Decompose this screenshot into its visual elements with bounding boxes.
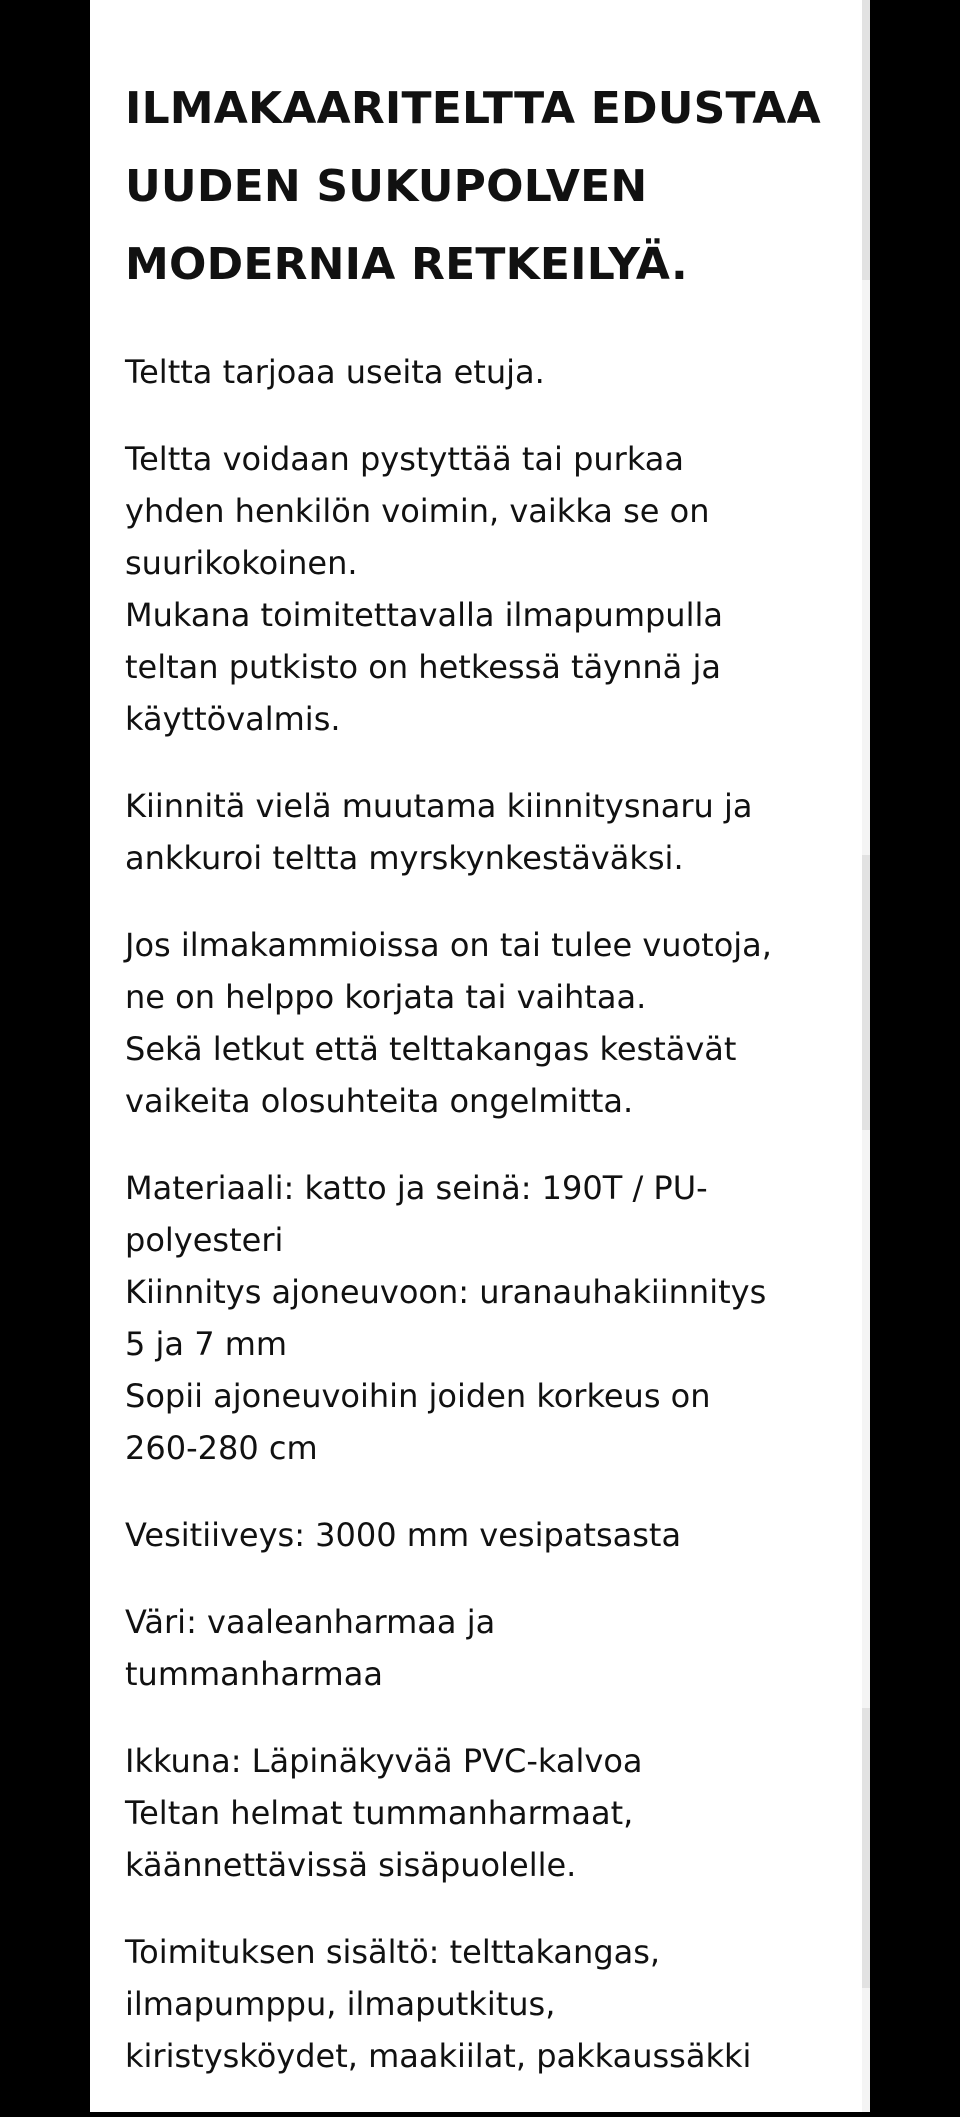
text-line: Kiinnitys ajoneuvoon: uranauhakiinnitys [125, 1273, 767, 1311]
text-line: ilmapumppu, ilmaputkitus, [125, 1985, 556, 2023]
text-line: Väri: vaaleanharmaa ja [125, 1603, 496, 1641]
heading-line: MODERNIA RETKEILYÄ. [125, 239, 688, 290]
paragraph-setup [125, 433, 845, 745]
text-line: yhden henkilön voimin, vaikka se on [125, 492, 710, 530]
text-line: polyesteri [125, 1221, 284, 1259]
text-line: Sekä letkut että telttakangas kestävät [125, 1030, 737, 1068]
text-line: Toimituksen sisältö: telttakangas, [125, 1933, 661, 1971]
text-line: teltan putkisto on hetkessä täynnä ja [125, 648, 721, 686]
article-heading [125, 70, 845, 304]
heading-line: ILMAKAARITELTTA EDUSTAA [125, 83, 821, 134]
text-line: Mukana toimitettavalla ilmapumpulla [125, 596, 723, 634]
paragraph-waterproofing [125, 1509, 845, 1561]
text-line: ne on helppo korjata tai vaihtaa. [125, 978, 647, 1016]
text-line: Teltta tarjoaa useita etuja. [125, 353, 545, 391]
text-line: Ikkuna: Läpinäkyvää PVC-kalvoa [125, 1742, 643, 1780]
text-line: käyttövalmis. [125, 700, 341, 738]
paragraph-intro [125, 346, 845, 398]
article-content [125, 70, 845, 2117]
paragraph-materials [125, 1162, 845, 1474]
text-line: Vesitiiveys: 3000 mm vesipatsasta [125, 1516, 682, 1554]
text-line: kiristysköydet, maakiilat, pakkaussäkki [125, 2037, 752, 2075]
text-line: ankkuroi teltta myrskynkestäväksi. [125, 839, 684, 877]
text-line: vaikeita olosuhteita ongelmitta. [125, 1082, 634, 1120]
text-line: Kiinnitä vielä muutama kiinnitysnaru ja [125, 787, 753, 825]
text-line: tummanharmaa [125, 1655, 383, 1693]
text-line: 5 ja 7 mm [125, 1325, 288, 1363]
paragraph-durability [125, 919, 845, 1127]
paragraph-delivery-contents [125, 1926, 845, 2082]
paragraph-color [125, 1596, 845, 1700]
scrollbar-segment[interactable] [862, 1708, 870, 1988]
paragraph-anchoring [125, 780, 845, 884]
text-line: suurikokoinen. [125, 544, 358, 582]
text-line: Jos ilmakammioissa on tai tulee vuotoja, [125, 926, 772, 964]
paragraph-window [125, 1735, 845, 1891]
text-line: 260-280 cm [125, 1429, 318, 1467]
text-line: Materiaali: katto ja seinä: 190T / PU- [125, 1169, 708, 1207]
text-line: Teltta voidaan pystyttää tai purkaa [125, 440, 684, 478]
heading-line: UUDEN SUKUPOLVEN [125, 161, 648, 212]
text-line: käännettävissä sisäpuolelle. [125, 1846, 577, 1884]
text-line: Sopii ajoneuvoihin joiden korkeus on [125, 1377, 711, 1415]
scrollbar-segment[interactable] [862, 855, 870, 1130]
text-line: Teltan helmat tummanharmaat, [125, 1794, 634, 1832]
scrollbar-segment[interactable] [862, 0, 870, 280]
